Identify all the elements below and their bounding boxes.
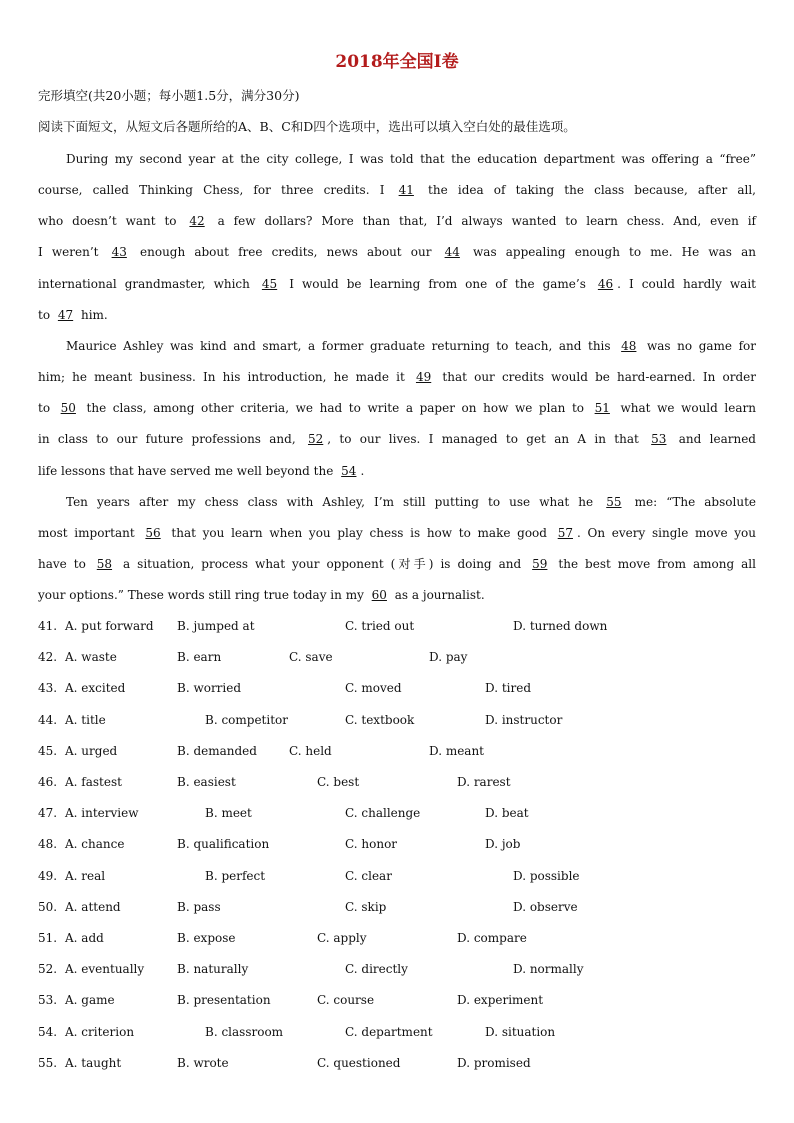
passage-text: to bbox=[38, 308, 54, 322]
option-c: C. challenge bbox=[345, 806, 421, 821]
option-a: A. criterion bbox=[65, 1024, 135, 1039]
passage-line bbox=[38, 307, 756, 323]
passage-line bbox=[38, 182, 756, 198]
question-number: 54. bbox=[38, 1024, 58, 1039]
option-b: B. presentation bbox=[177, 993, 271, 1008]
passage-text: . On every single move you bbox=[576, 526, 756, 540]
option-c: C. textbook bbox=[345, 712, 415, 727]
option-d: D. meant bbox=[429, 743, 485, 758]
blank-43: 43 bbox=[111, 245, 127, 259]
passage-text: your options.” These words still ring true today in my bbox=[38, 588, 368, 602]
option-b: B. wrote bbox=[177, 1055, 229, 1070]
option-a: A. chance bbox=[65, 837, 125, 852]
option-b: B. competitor bbox=[205, 712, 288, 727]
blank-46: 46 bbox=[597, 277, 614, 291]
option-b: B. jumped at bbox=[177, 619, 255, 633]
option-a: A. title bbox=[65, 712, 106, 727]
passage-text: , to our lives. I managed to get an A in that bbox=[327, 432, 648, 446]
blank-44: 44 bbox=[444, 245, 460, 259]
option-a: A. interview bbox=[65, 806, 139, 821]
blank-55: 55 bbox=[606, 495, 622, 509]
option-b: B. worried bbox=[177, 681, 242, 696]
option-d: D. turned down bbox=[513, 619, 608, 633]
question-number: 46. bbox=[38, 775, 58, 789]
option-a: A. waste bbox=[65, 650, 117, 665]
option-c: C. questioned bbox=[317, 1055, 401, 1070]
question-number: 51. bbox=[38, 931, 58, 945]
option-c: C. department bbox=[345, 1024, 433, 1039]
question-number: 44. bbox=[38, 712, 58, 727]
passage-text: in class to our future professions and, bbox=[38, 432, 304, 446]
question-number: 43. bbox=[38, 681, 58, 696]
option-d: D. beat bbox=[485, 806, 529, 821]
option-a: A. put forward bbox=[65, 619, 154, 633]
question-number: 42. bbox=[38, 650, 58, 665]
passage-text: enough about free credits, news about our bbox=[130, 245, 441, 259]
option-d: D. experiment bbox=[457, 993, 544, 1008]
passage-text: Maurice Ashley was kind and smart, a former graduate returning to teach, and this bbox=[66, 339, 618, 353]
question-number: 45. bbox=[38, 743, 58, 758]
passage-line bbox=[38, 213, 756, 229]
option-b: B. demanded bbox=[177, 743, 257, 758]
option-a: A. game bbox=[65, 993, 115, 1008]
question-number: 49. bbox=[38, 868, 58, 883]
passage-line bbox=[38, 276, 756, 292]
option-a: A. real bbox=[65, 868, 106, 883]
passage-text: the best move from among all bbox=[551, 557, 756, 571]
passage-line bbox=[38, 431, 756, 447]
blank-60: 60 bbox=[371, 588, 387, 602]
passage-text: him; he meant business. In his introduction, he made it bbox=[38, 370, 412, 384]
passage-text: During my second year at the city college, I was told that the education department was offering a “free” bbox=[66, 152, 756, 166]
passage-text: I would be learning from one of the game’s bbox=[281, 277, 594, 291]
passage-line bbox=[38, 244, 756, 260]
passage-text: was no game for bbox=[640, 339, 756, 353]
passage-line bbox=[38, 587, 756, 603]
option-b: B. pass bbox=[177, 899, 221, 914]
blank-53: 53 bbox=[651, 432, 667, 446]
option-a: A. eventually bbox=[65, 962, 145, 977]
option-b: B. qualification bbox=[177, 837, 270, 852]
option-a: A. fastest bbox=[65, 775, 122, 789]
blank-41: 41 bbox=[398, 183, 414, 197]
passage-text: to bbox=[38, 401, 57, 415]
passage-text: as a journalist. bbox=[390, 588, 485, 602]
option-c: C. save bbox=[289, 650, 333, 665]
passage-text: . bbox=[360, 464, 365, 478]
option-b: B. easiest bbox=[177, 775, 236, 789]
option-d: D. compare bbox=[457, 931, 527, 945]
option-b: B. meet bbox=[205, 806, 252, 821]
option-c: C. clear bbox=[345, 868, 392, 883]
option-a: A. excited bbox=[65, 681, 126, 696]
blank-51: 51 bbox=[594, 401, 610, 415]
question-number: 41. bbox=[38, 619, 58, 633]
question-number: 47. bbox=[38, 806, 58, 821]
option-d: D. instructor bbox=[485, 712, 563, 727]
blank-52: 52 bbox=[307, 432, 324, 446]
passage-text: life lessons that have served me well beyond the bbox=[38, 464, 338, 478]
passage-line bbox=[66, 338, 756, 354]
passage-text: international grandmaster, which bbox=[38, 277, 258, 291]
option-a: A. urged bbox=[65, 743, 118, 758]
passage-line bbox=[38, 525, 756, 541]
option-c: C. tried out bbox=[345, 619, 415, 633]
passage-text: that you learn when you play chess is how to make good bbox=[164, 526, 554, 540]
passage-text: was appealing enough to me. He was an bbox=[463, 245, 756, 259]
blank-50: 50 bbox=[60, 401, 76, 415]
option-d: D. job bbox=[485, 837, 521, 852]
option-c: C. moved bbox=[345, 681, 402, 696]
option-d: D. pay bbox=[429, 650, 468, 665]
passage-line bbox=[38, 556, 756, 572]
passage-line bbox=[38, 400, 756, 416]
blank-56: 56 bbox=[145, 526, 161, 540]
passage-text: who doesn’t want to bbox=[38, 214, 186, 228]
option-d: D. promised bbox=[457, 1055, 531, 1070]
option-d: D. tired bbox=[485, 681, 532, 696]
blank-49: 49 bbox=[415, 370, 432, 384]
page-title: 2018年全国Ⅰ卷 bbox=[335, 52, 459, 72]
option-a: A. add bbox=[65, 931, 104, 945]
option-c: C. honor bbox=[345, 837, 398, 852]
passage-text: have to bbox=[38, 557, 93, 571]
passage-line bbox=[66, 151, 756, 167]
option-c: C. best bbox=[317, 775, 360, 789]
question-number: 52. bbox=[38, 962, 58, 977]
option-c: C. apply bbox=[317, 931, 367, 945]
blank-47: 47 bbox=[57, 308, 74, 322]
passage-text: the idea of taking the class because, after all, bbox=[417, 183, 756, 197]
passage-text: Ten years after my chess class with Ashley, I’m still putting to use what he bbox=[66, 495, 603, 509]
option-c: C. skip bbox=[345, 899, 387, 914]
question-number: 50. bbox=[38, 899, 58, 914]
option-a: A. taught bbox=[65, 1055, 122, 1070]
option-c: C. held bbox=[289, 743, 332, 758]
blank-48: 48 bbox=[621, 339, 637, 353]
blank-54: 54 bbox=[341, 464, 357, 478]
passage-text: me: “The absolute bbox=[625, 495, 756, 509]
blank-58: 58 bbox=[96, 557, 113, 571]
option-b: B. classroom bbox=[205, 1024, 284, 1039]
passage-text: him. bbox=[77, 308, 108, 322]
blank-45: 45 bbox=[261, 277, 278, 291]
blank-57: 57 bbox=[557, 526, 573, 540]
option-b: B. earn bbox=[177, 650, 222, 665]
option-d: D. possible bbox=[513, 868, 580, 883]
option-c: C. directly bbox=[345, 962, 408, 977]
passage-text: a few dollars? More than that, I’d always wanted to learn chess. And, even if bbox=[208, 214, 756, 228]
passage-line bbox=[38, 369, 756, 385]
passage-text: the class, among other criteria, we had to write a paper on how we plan to bbox=[79, 401, 591, 415]
passage-text: that our credits would be hard-earned. In order bbox=[435, 370, 756, 384]
passage-line bbox=[66, 494, 756, 510]
option-d: D. situation bbox=[485, 1024, 556, 1039]
passage-text: I weren’t bbox=[38, 245, 108, 259]
instructions: 阅读下面短文，从短文后各题所给的A、B、C和D四个选项中，选出可以填入空白处的最佳选项。 bbox=[38, 119, 576, 134]
option-b: B. naturally bbox=[177, 962, 249, 977]
option-d: D. normally bbox=[513, 962, 584, 977]
blank-59: 59 bbox=[532, 557, 548, 571]
question-number: 53. bbox=[38, 993, 58, 1008]
section-heading: 完形填空(共20小题；每小题1.5分，满分30分) bbox=[38, 88, 300, 103]
blank-42: 42 bbox=[189, 214, 205, 228]
question-number: 55. bbox=[38, 1055, 58, 1070]
passage-text: a situation, process what your opponent (对手) is doing and bbox=[116, 557, 529, 571]
passage-text: course, called Thinking Chess, for three credits. I bbox=[38, 183, 395, 197]
passage-text: and learned bbox=[670, 432, 756, 446]
passage-text: most important bbox=[38, 526, 142, 540]
question-number: 48. bbox=[38, 837, 58, 852]
option-a: A. attend bbox=[65, 899, 121, 914]
option-d: D. rarest bbox=[457, 775, 511, 789]
option-b: B. expose bbox=[177, 931, 236, 945]
passage-text: . I could hardly wait bbox=[617, 277, 756, 291]
option-b: B. perfect bbox=[205, 868, 266, 883]
passage-line bbox=[38, 463, 756, 479]
passage-text: what we would learn bbox=[613, 401, 756, 415]
option-d: D. observe bbox=[513, 899, 578, 914]
option-c: C. course bbox=[317, 993, 375, 1008]
